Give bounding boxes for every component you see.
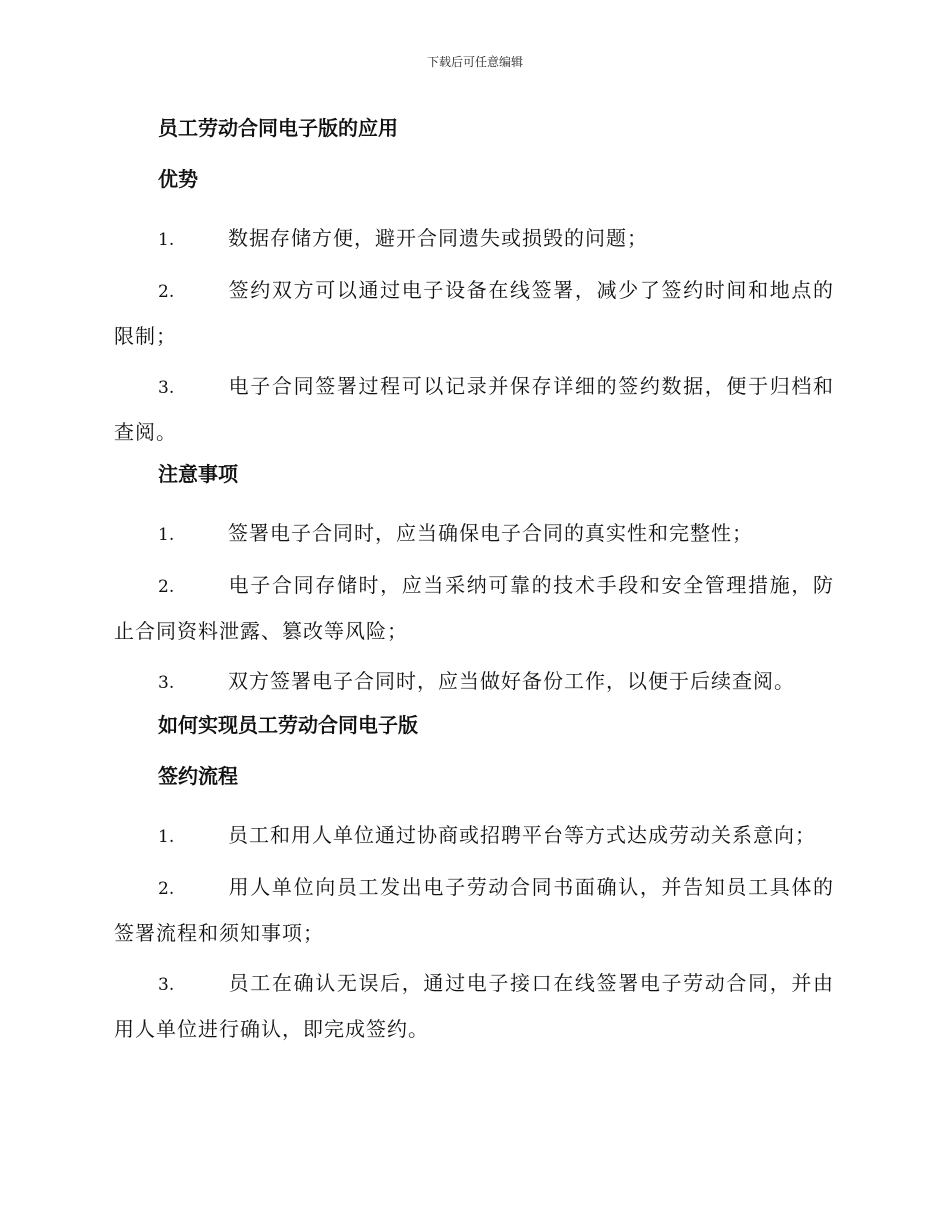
list-item bbox=[114, 813, 834, 859]
section-heading-advantages: 优势 bbox=[158, 167, 198, 191]
item-number: 3. bbox=[158, 975, 175, 995]
document-title: 员工劳动合同电子版的应用 bbox=[158, 116, 398, 140]
item-text: 员工在确认无误后，通过电子接口在线签署电子劳动合同，并由用人单位进行确认，即完成签约。 bbox=[114, 971, 834, 1041]
item-number: 1. bbox=[158, 525, 175, 545]
list-item bbox=[114, 961, 834, 1051]
section-heading-signing-process: 签约流程 bbox=[158, 764, 238, 788]
item-text: 签约双方可以通过电子设备在线签署，减少了签约时间和地点的限制； bbox=[114, 278, 834, 348]
item-text: 签署电子合同时，应当确保电子合同的真实性和完整性； bbox=[228, 521, 753, 545]
item-text: 电子合同存储时，应当采纳可靠的技术手段和安全管理措施，防止合同资料泄露、篡改等风险； bbox=[114, 573, 834, 643]
list-item bbox=[114, 364, 834, 454]
item-number: 2. bbox=[158, 282, 175, 302]
item-number: 3. bbox=[158, 673, 175, 693]
list-item bbox=[114, 865, 834, 955]
section-heading-notes: 注意事项 bbox=[158, 462, 238, 486]
header-note: 下载后可任意编辑 bbox=[426, 55, 523, 69]
list-item bbox=[114, 563, 834, 653]
list-item bbox=[114, 268, 834, 358]
item-text: 双方签署电子合同时，应当做好备份工作，以便于后续查阅。 bbox=[228, 669, 795, 693]
item-number: 1. bbox=[158, 827, 175, 847]
list-item bbox=[114, 659, 834, 705]
item-number: 2. bbox=[158, 879, 175, 899]
item-text: 员工和用人单位通过协商或招聘平台等方式达成劳动关系意向； bbox=[228, 823, 816, 847]
item-number: 1. bbox=[158, 230, 175, 250]
item-number: 2. bbox=[158, 577, 175, 597]
item-text: 数据存储方便，避开合同遗失或损毁的问题； bbox=[228, 226, 648, 250]
list-item bbox=[114, 511, 834, 557]
item-text: 用人单位向员工发出电子劳动合同书面确认，并告知员工具体的签署流程和须知事项； bbox=[114, 875, 834, 945]
section-title-implementation: 如何实现员工劳动合同电子版 bbox=[158, 713, 418, 737]
item-number: 3. bbox=[158, 378, 175, 398]
document-body bbox=[114, 114, 834, 1057]
list-item bbox=[114, 216, 834, 262]
item-text: 电子合同签署过程可以记录并保存详细的签约数据，便于归档和查阅。 bbox=[114, 374, 834, 444]
